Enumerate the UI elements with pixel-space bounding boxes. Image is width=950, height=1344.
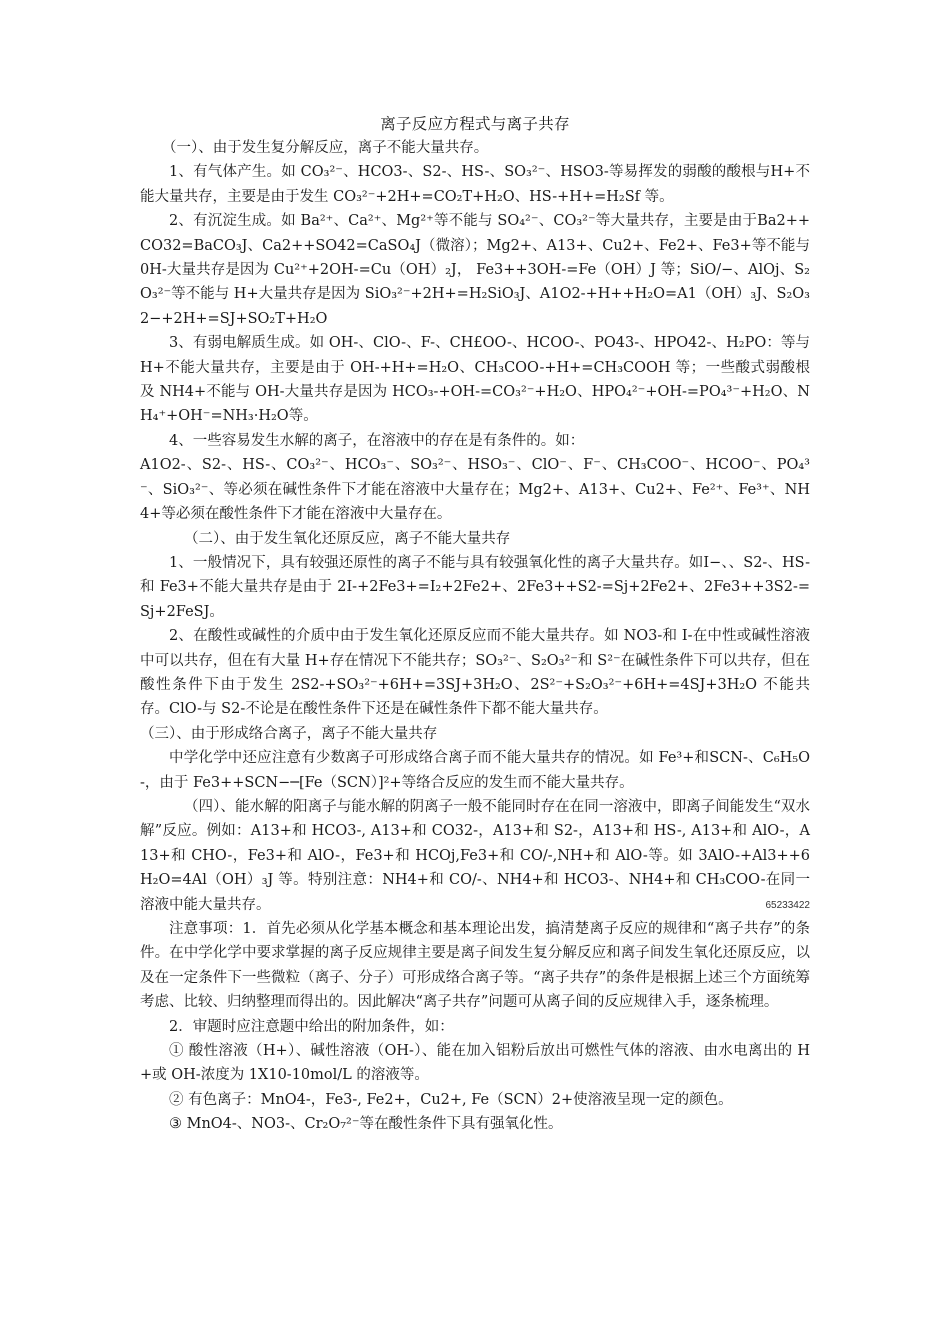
paragraph: ① 酸性溶液（H+）、碱性溶液（OH-）、能在加入铝粉后放出可燃性气体的溶液、由水电离出的 H+或 OH-浓度为 1X10-10mol/L 的溶液等。 [140, 1043, 810, 1084]
paragraph: ② 有色离子：MnO4-，Fe3-, Fe2+，Cu2+, Fe（SCN）2+使溶液呈现一定的颜色。 [169, 1091, 733, 1108]
paragraph: （四）、能水解的阳离子与能水解的阴离子一般不能同时存在在同一溶液中，即离子间能发生“双水解”反应。例如：A13+和 HCO3-, A13+和 CO32-，A13+和 S2-，A13+和 HS-, A13+和 AlO-，A13+和 CHO-，Fe3+和 AlO-，Fe3+和 HCOj,Fe3+和 CO/-,NH+和 AlO-等。如 3AlO-+Al3++6H₂O=4Al（OH）₃J 等。特别注意：NH4+和 CO/-、NH4+和 HCO3-、NH4+和 CH₃COO-在同一溶液中能大量共存。 [140, 798, 810, 913]
paragraph: A1O2-、S2-、HS-、CO₃²⁻、HCO₃⁻、SO₃²⁻、HSO₃⁻、ClO⁻、F⁻、CH₃COO⁻、HCOO⁻、PO₄³⁻、SiO₃²⁻、等必须在碱性条件下才能在溶液中大量存在；Mg2+、A13+、Cu2+、Fe²⁺、Fe³⁺、NH4+等必须在酸性条件下才能在溶液中大量存在。 [140, 457, 810, 523]
paragraph: 4、一些容易发生水解的离子，在溶液中的存在是有条件的。如： [169, 432, 585, 449]
document-body [140, 136, 810, 1137]
paragraph: 2、有沉淀生成。如 Ba²⁺、Ca²⁺、Mg²⁺等不能与 SO₄²⁻、CO₃²⁻等大量共存，主要是由于Ba2++CO32=BaCO₃J、Ca2++SO42=CaSO₄J（微溶）；Mg2+、A13+、Cu2+、Fe2+、Fe3+等不能与0H-大量共存是因为 Cu²⁺+2OH-=Cu（OH）₂J， Fe3++3OH-=Fe（OH）J 等；SiO/−、AlOj、S₂O₃²⁻等不能与 H+大量共存是因为 SiO₃²⁻+2H+=H₂SiO₃J、A1O2-+H++H₂O=A1（OH）₃J、S₂O₃2−+2H+=SJ+SO₂T+H₂O [140, 213, 810, 327]
paragraph: 1、一般情况下，具有较强还原性的离子不能与具有较强氧化性的离子大量共存。如I−、、S2-、HS-和 Fe3+不能大量共存是由于 2I-+2Fe3+=I₂+2Fe2+、2Fe3++S2-=Sj+2Fe2+、2Fe3++3S2-=Sj+2FeSJ。 [140, 554, 810, 620]
paragraph: ③ MnO4-、NO3-、Cr₂O₇²⁻等在酸性条件下具有强氧化性。 [169, 1116, 563, 1133]
page-title: 离子反应方程式与离子共存 [380, 115, 570, 133]
paragraph: （三）、由于形成络合离子，离子不能大量共存 [140, 725, 438, 742]
paragraph: 2．审题时应注意题中给出的附加条件，如： [169, 1018, 454, 1035]
margin-note: 65233422 [765, 900, 810, 911]
paragraph: （二）、由于发生氧化还原反应，离子不能大量共存 [184, 530, 511, 547]
paragraph: 注意事项：1．首先必须从化学基本概念和基本理论出发，搞清楚离子反应的规律和“离子共存”的条件。在中学化学中要求掌握的离子反应规律主要是离子间发生复分解反应和离子间发生氧化还原反应，以及在一定条件下一些微粒（离子、分子）可形成络合离子等。“离子共存”的条件是根据上述三个方面统筹考虑、比较、归纳整理而得出的。因此解决“离子共存”问题可从离子间的反应规律入手，逐条梳理。 [140, 921, 810, 1011]
paragraph: 2、在酸性或碱性的介质中由于发生氧化还原反应而不能大量共存。如 NO3-和 I-在中性或碱性溶液中可以共存，但在有大量 H+存在情况下不能共存；SO₃²⁻、S₂O₃²⁻和 S²⁻在碱性条件下可以共存，但在酸性条件下由于发生 2S2-+SO₃²⁻+6H+=3SJ+3H₂O、2S²⁻+S₂O₃²⁻+6H+=4SJ+3H₂O 不能共存。ClO-与 S2-不论是在酸性条件下还是在碱性条件下都不能大量共存。 [140, 628, 810, 718]
paragraph: 1、有气体产生。如 CO₃²⁻、HCO3-、S2-、HS-、SO₃²⁻、HSO3-等易挥发的弱酸的酸根与H+不能大量共存，主要是由于发生 CO₃²⁻+2H+=CO₂T+H₂O、HS-+H+=H₂Sf 等。 [140, 164, 810, 205]
paragraph: 3、有弱电解质生成。如 OH-、ClO-、F-、CH£OO-、HCOO-、PO43-、HPO42-、H₂PO：等与 H+不能大量共存，主要是由于 OH-+H+=H₂O、CH₃COO-+H+=CH₃COOH 等；一些酸式弱酸根及 NH4+不能与 OH-大量共存是因为 HCO₃-+OH-=CO₃²⁻+H₂O、HPO₄²⁻+OH-=PO₄³⁻+H₂O、NH₄⁺+OH⁻=NH₃·H₂O等。 [140, 335, 810, 425]
paragraph: （一）、由于发生复分解反应，离子不能大量共存。 [162, 140, 489, 156]
paragraph: 中学化学中还应注意有少数离子可形成络合离子而不能大量共存的情况。如 Fe³+和SCN-、C₆H₅O-，由于 Fe3++SCN−─[Fe（SCN）]²+等络合反应的发生而不能大量共存。 [140, 750, 810, 791]
